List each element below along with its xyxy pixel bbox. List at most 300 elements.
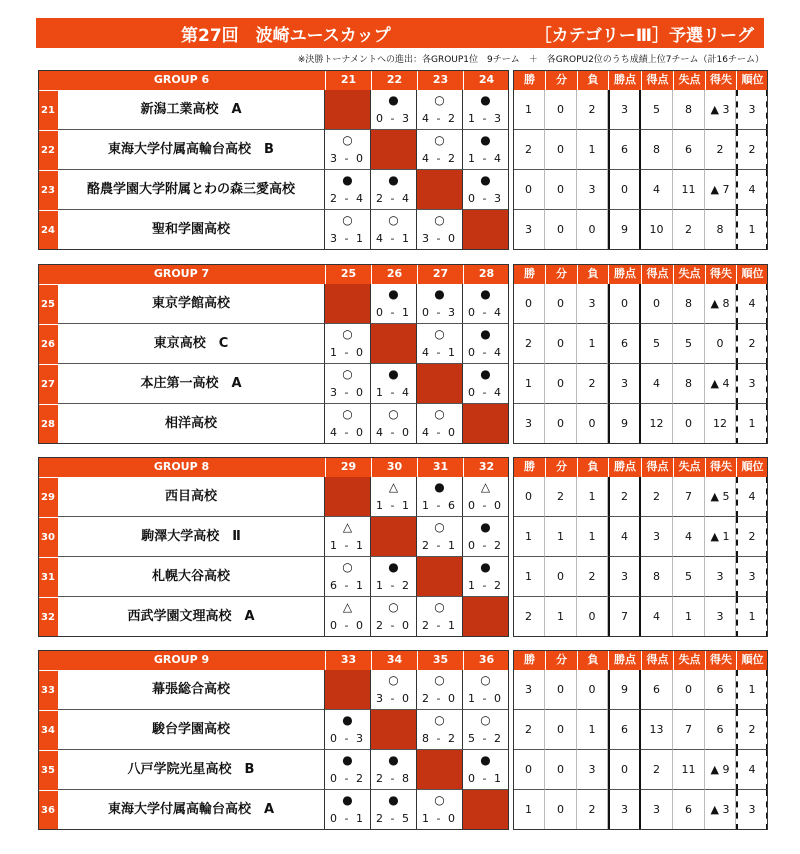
stat-value: 0 [577,210,608,250]
table-row [38,597,770,637]
match-result-cell [463,517,509,557]
match-score: 0 - 0 [330,619,365,632]
stat-value: 2 [513,324,545,364]
stat-value: 5 [641,324,673,364]
result-symbol: ○ [388,213,399,227]
result-symbol: ● [388,367,399,381]
stat-value: 0 [641,284,673,324]
stat-value: 12 [641,404,673,444]
stat-header: 得失 [705,264,736,284]
stat-value: 2 [736,517,768,557]
match-result-cell [325,404,371,444]
stat-value: 4 [641,364,673,404]
column-team-number: 33 [325,650,371,670]
stat-value: 6 [705,710,736,750]
stat-value: 9 [608,404,641,444]
match-result-cell [371,404,417,444]
stat-value: 1 [545,517,577,557]
stat-value: ▲ 5 [705,477,736,517]
match-score: 4 - 2 [422,152,457,165]
stat-value: 7 [608,597,641,637]
page-title: 第27回 波崎ユースカップ [181,26,391,46]
match-score: 4 - 1 [422,346,457,359]
match-result-cell [325,750,371,790]
match-score: 5 - 2 [468,732,503,745]
stat-value: 1 [577,710,608,750]
stat-header: 分 [545,264,577,284]
match-score: 2 - 8 [376,772,411,785]
stat-value: 0 [545,710,577,750]
row-team-number: 26 [38,324,58,364]
stat-value: 3 [736,557,768,597]
row-team-number: 21 [38,90,58,130]
stat-header: 順位 [736,70,768,90]
stat-value: 8 [673,284,705,324]
team-name: 聖和学園高校 [58,210,325,250]
stat-header: 分 [545,70,577,90]
match-result-cell [371,670,417,710]
group-block [38,264,770,444]
result-symbol: ○ [434,133,445,147]
column-team-number: 29 [325,457,371,477]
match-score: 1 - 0 [422,812,457,825]
stat-value: 0 [705,324,736,364]
stat-header: 勝点 [608,457,641,477]
stat-value: ▲ 4 [705,364,736,404]
match-score: 3 - 0 [376,692,411,705]
team-name: 八戸学院光星高校 B [58,750,325,790]
result-symbol: △ [342,600,353,614]
stat-value: 1 [577,130,608,170]
stat-value: 3 [513,670,545,710]
match-score: 1 - 4 [468,152,503,165]
match-result-cell [417,210,463,250]
stat-value: 2 [513,710,545,750]
stat-value: 5 [673,324,705,364]
stat-value: 0 [545,170,577,210]
match-score: 1 - 2 [468,579,503,592]
stat-value: 3 [736,364,768,404]
stat-value: 3 [736,90,768,130]
match-result-cell [325,130,371,170]
stat-value: ▲ 1 [705,517,736,557]
stat-value: 6 [608,324,641,364]
match-result-cell [463,130,509,170]
stat-value: 8 [641,557,673,597]
stat-header: 得失 [705,457,736,477]
category-label: ［カテゴリーⅢ］予選リーグ [534,26,754,46]
stat-value: 4 [673,517,705,557]
match-score: 4 - 1 [376,232,411,245]
stat-value: ▲ 9 [705,750,736,790]
result-symbol: ● [480,520,491,534]
match-result-cell [463,90,509,130]
stat-value: 1 [736,670,768,710]
stat-value: 2 [513,130,545,170]
stat-value: 0 [513,477,545,517]
column-team-number: 22 [371,70,417,90]
group-block [38,457,770,637]
match-result-cell [463,557,509,597]
stat-header: 得点 [641,264,673,284]
stat-value: 0 [545,90,577,130]
result-symbol: ○ [342,367,353,381]
stat-value: 0 [513,750,545,790]
column-team-number: 35 [417,650,463,670]
stat-value: 0 [545,364,577,404]
stat-value: 2 [577,557,608,597]
stat-value: 1 [736,597,768,637]
stat-value: 1 [513,364,545,404]
stat-value: 13 [641,710,673,750]
result-symbol: ○ [342,133,353,147]
match-score: 1 - 4 [376,386,411,399]
team-name: 東京高校 C [58,324,325,364]
stat-value: 1 [736,210,768,250]
stat-header: 失点 [673,457,705,477]
result-symbol: ● [342,713,353,727]
row-team-number: 24 [38,210,58,250]
stat-value: 2 [577,364,608,404]
group-name: GROUP 9 [38,650,325,670]
match-result-cell [417,130,463,170]
stat-value: 4 [736,170,768,210]
table-row [38,130,770,170]
stat-value: 3 [513,210,545,250]
result-symbol: ○ [342,327,353,341]
stat-header: 得点 [641,457,673,477]
stat-value: 2 [736,324,768,364]
result-symbol: ○ [434,213,445,227]
stat-value: 2 [705,130,736,170]
stat-value: 4 [641,597,673,637]
match-result-cell [325,364,371,404]
table-row [38,170,770,210]
stat-header: 勝点 [608,264,641,284]
match-score: 1 - 1 [330,539,365,552]
stat-value: 11 [673,750,705,790]
match-result-cell [325,324,371,364]
row-team-number: 31 [38,557,58,597]
result-symbol: △ [480,480,491,494]
stat-value: 0 [545,670,577,710]
team-name: 東海大学付属高輪台高校 A [58,790,325,830]
result-symbol: ○ [434,600,445,614]
match-result-cell [417,710,463,750]
match-result-cell [463,750,509,790]
stat-header: 得失 [705,70,736,90]
result-symbol: ● [434,480,445,494]
stat-value: 3 [608,790,641,830]
self-match-cell [325,670,371,710]
match-score: 0 - 3 [376,112,411,125]
stat-header: 勝 [513,650,545,670]
match-score: 0 - 4 [468,386,503,399]
result-symbol: ● [342,173,353,187]
match-result-cell [371,210,417,250]
match-result-cell [325,557,371,597]
stat-value: 5 [673,557,705,597]
stat-value: 3 [513,404,545,444]
column-team-number: 30 [371,457,417,477]
match-result-cell [417,477,463,517]
column-team-number: 31 [417,457,463,477]
stat-value: 2 [577,790,608,830]
match-result-cell [417,404,463,444]
match-score: 0 - 4 [468,346,503,359]
stat-value: 3 [608,90,641,130]
self-match-cell [325,477,371,517]
match-score: 0 - 2 [468,539,503,552]
stat-value: 3 [577,284,608,324]
table-row [38,710,770,750]
stat-value: 3 [577,750,608,790]
stat-value: 2 [608,477,641,517]
table-row [38,404,770,444]
team-name: 酪農学園大学附属とわの森三愛高校 [58,170,325,210]
stat-value: 4 [736,284,768,324]
table-row [38,750,770,790]
stat-value: 4 [736,477,768,517]
result-symbol: ○ [342,407,353,421]
title-bar [36,18,764,48]
result-symbol: ● [388,287,399,301]
column-team-number: 21 [325,70,371,90]
stat-value: 9 [608,670,641,710]
match-score: 0 - 1 [330,812,365,825]
match-result-cell [325,597,371,637]
stat-header: 勝 [513,70,545,90]
stat-value: ▲ 8 [705,284,736,324]
stat-header: 分 [545,650,577,670]
self-match-cell [325,284,371,324]
stat-value: 1 [513,517,545,557]
stat-value: 0 [608,284,641,324]
match-result-cell [371,364,417,404]
match-score: 1 - 0 [330,346,365,359]
team-name: 本庄第一高校 A [58,364,325,404]
match-result-cell [371,477,417,517]
match-result-cell [417,670,463,710]
team-name: 東京学館高校 [58,284,325,324]
match-result-cell [463,364,509,404]
stat-header: 負 [577,70,608,90]
stat-value: 8 [705,210,736,250]
match-score: 4 - 2 [422,112,457,125]
stat-value: 0 [545,404,577,444]
stat-header: 勝 [513,264,545,284]
stat-header: 負 [577,457,608,477]
stat-value: 2 [673,210,705,250]
result-symbol: ● [480,287,491,301]
stat-value: 2 [545,477,577,517]
stat-value: 6 [673,790,705,830]
result-symbol: ● [480,753,491,767]
match-result-cell [325,170,371,210]
table-row [38,670,770,710]
result-symbol: ● [388,93,399,107]
result-symbol: ● [480,560,491,574]
match-score: 1 - 3 [468,112,503,125]
self-match-cell [371,517,417,557]
match-result-cell [417,517,463,557]
match-score: 3 - 0 [422,232,457,245]
table-row [38,790,770,830]
table-row [38,517,770,557]
match-score: 1 - 1 [376,499,411,512]
stat-value: 7 [673,710,705,750]
stat-value: 0 [673,404,705,444]
match-score: 1 - 0 [468,692,503,705]
row-team-number: 27 [38,364,58,404]
stat-value: 7 [673,477,705,517]
match-score: 3 - 1 [330,232,365,245]
match-score: 0 - 1 [376,306,411,319]
stat-value: 3 [736,790,768,830]
stat-value: 2 [641,477,673,517]
match-result-cell [463,324,509,364]
match-score: 6 - 1 [330,579,365,592]
result-symbol: △ [342,520,353,534]
result-symbol: ● [342,793,353,807]
team-name: 駒澤大学高校 Ⅱ [58,517,325,557]
stat-value: 8 [641,130,673,170]
match-result-cell [371,90,417,130]
stat-header: 失点 [673,650,705,670]
match-score: 2 - 4 [330,192,365,205]
table-row [38,210,770,250]
stat-value: 8 [673,364,705,404]
stat-value: 0 [513,170,545,210]
stat-value: 1 [577,324,608,364]
stat-value: 12 [705,404,736,444]
row-team-number: 35 [38,750,58,790]
row-team-number: 32 [38,597,58,637]
column-team-number: 26 [371,264,417,284]
self-match-cell [417,557,463,597]
row-team-number: 36 [38,790,58,830]
match-score: 0 - 2 [330,772,365,785]
match-result-cell [417,284,463,324]
match-score: 0 - 3 [468,192,503,205]
self-match-cell [463,597,509,637]
result-symbol: ● [434,287,445,301]
result-symbol: ○ [388,600,399,614]
column-team-number: 24 [463,70,509,90]
result-symbol: ● [342,753,353,767]
match-score: 1 - 2 [376,579,411,592]
stat-value: 0 [577,597,608,637]
match-score: 0 - 3 [330,732,365,745]
result-symbol: ○ [434,713,445,727]
stat-value: 9 [608,210,641,250]
match-result-cell [463,670,509,710]
stat-value: ▲ 3 [705,90,736,130]
stat-value: 2 [577,90,608,130]
stat-value: 0 [513,284,545,324]
stat-value: 6 [705,670,736,710]
match-result-cell [463,710,509,750]
result-symbol: ● [388,793,399,807]
table-row [38,557,770,597]
stat-value: 1 [577,517,608,557]
column-team-number: 28 [463,264,509,284]
row-team-number: 30 [38,517,58,557]
match-score: 2 - 0 [422,692,457,705]
stat-value: 8 [673,90,705,130]
match-result-cell [325,210,371,250]
self-match-cell [325,90,371,130]
row-team-number: 29 [38,477,58,517]
stat-value: 6 [608,130,641,170]
self-match-cell [417,170,463,210]
group-name: GROUP 7 [38,264,325,284]
match-result-cell [463,477,509,517]
team-name: 西武学園文理高校 A [58,597,325,637]
stat-value: 0 [545,557,577,597]
table-row [38,477,770,517]
row-team-number: 22 [38,130,58,170]
row-team-number: 25 [38,284,58,324]
stat-value: 2 [736,130,768,170]
match-result-cell [371,750,417,790]
team-name: 新潟工業高校 A [58,90,325,130]
match-score: 8 - 2 [422,732,457,745]
team-name: 札幌大谷高校 [58,557,325,597]
stat-value: ▲ 7 [705,170,736,210]
result-symbol: ○ [434,793,445,807]
stat-value: 1 [577,477,608,517]
stat-value: 0 [545,210,577,250]
result-symbol: ○ [342,213,353,227]
stat-value: 0 [545,284,577,324]
stat-header: 勝 [513,457,545,477]
match-result-cell [417,90,463,130]
stat-value: 1 [513,557,545,597]
match-result-cell [371,790,417,830]
self-match-cell [417,750,463,790]
match-score: 2 - 1 [422,619,457,632]
match-result-cell [371,597,417,637]
stat-header: 負 [577,650,608,670]
self-match-cell [463,790,509,830]
column-team-number: 27 [417,264,463,284]
stat-value: 0 [545,750,577,790]
match-result-cell [417,324,463,364]
match-score: 4 - 0 [422,426,457,439]
result-symbol: ● [388,560,399,574]
stat-value: 4 [608,517,641,557]
stat-value: 1 [545,597,577,637]
self-match-cell [463,210,509,250]
row-team-number: 33 [38,670,58,710]
stat-value: 0 [577,404,608,444]
result-symbol: ● [388,753,399,767]
match-result-cell [325,517,371,557]
stat-value: 10 [641,210,673,250]
result-symbol: ○ [434,407,445,421]
stat-header: 得点 [641,650,673,670]
stat-value: 11 [673,170,705,210]
column-team-number: 23 [417,70,463,90]
match-result-cell [463,170,509,210]
stat-value: 0 [577,670,608,710]
stat-header: 得点 [641,70,673,90]
match-result-cell [371,284,417,324]
match-result-cell [371,170,417,210]
stat-header: 得失 [705,650,736,670]
stat-value: 0 [545,790,577,830]
